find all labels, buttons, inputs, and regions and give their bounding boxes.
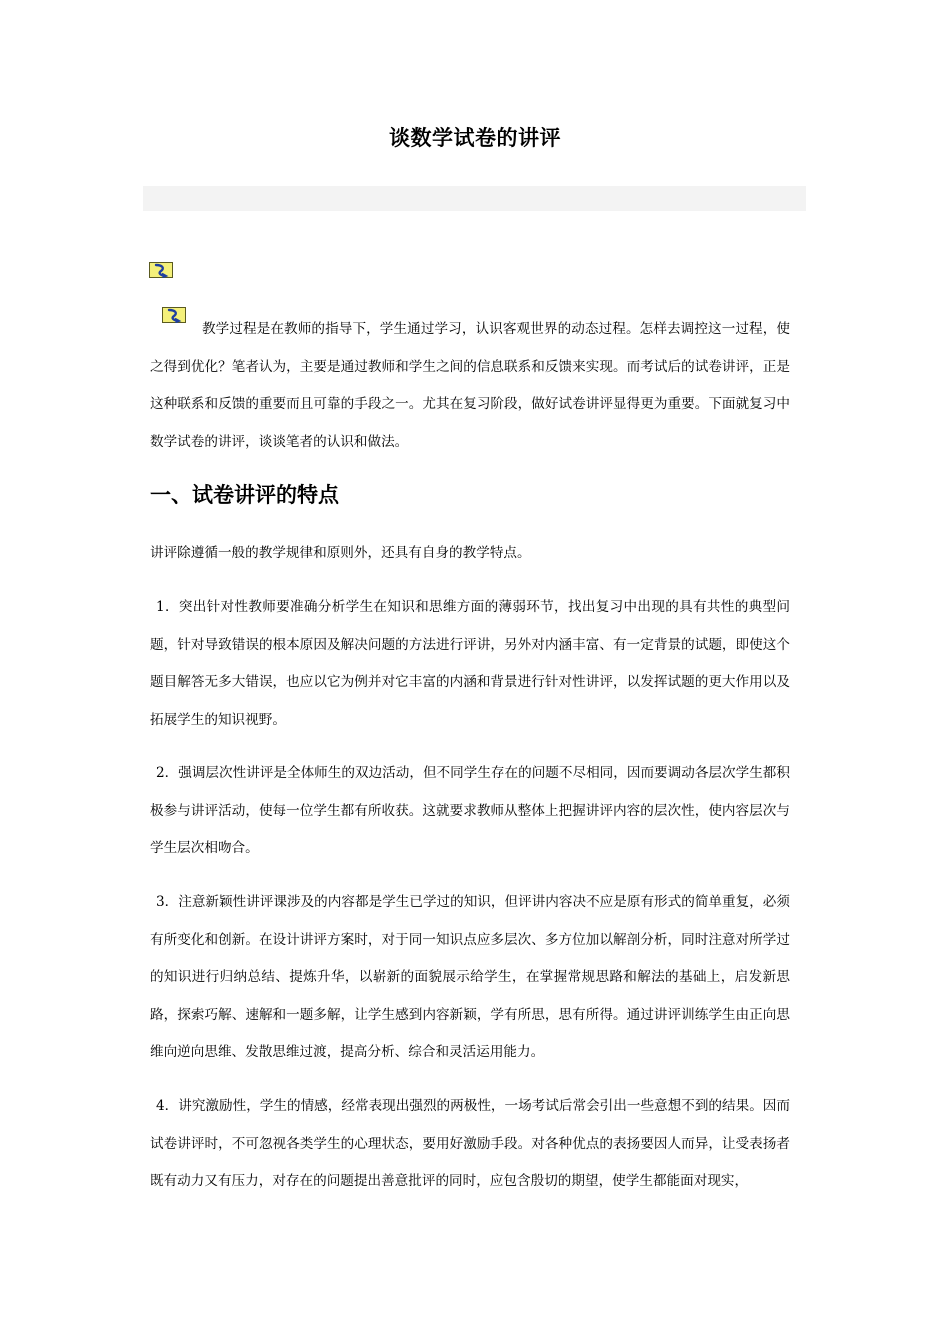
intro-paragraph: 教学过程是在教师的指导下，学生通过学习，认识客观世界的动态过程。怎样去调控这一过程，使之得到优化？笔者认为，主要是通过教师和学生之间的信息联系和反馈来实现。而考试后的试卷讲评，正是这种联系和反馈的重要而且可靠的手段之一。尤其在复习阶段，做好试卷讲评显得更为重要。下面就复习中数学试卷的讲评，谈谈笔者的认识和做法。 [150,321,790,450]
arrow-bullet-icon [149,262,173,278]
point-paragraph-2: 2．强调层次性讲评是全体师生的双边活动，但不同学生存在的问题不尽相同，因而要调动各层次学生都积极参与讲评活动，使每一位学生都有所收获。这就要求教师从整体上把握讲评内容的层次性，使内容层次与学生层次相吻合。 [150,765,790,856]
point-paragraph-3: 3．注意新颖性讲评课涉及的内容都是学生已学过的知识，但评讲内容决不应是原有形式的简单重复，必须有所变化和创新。在设计讲评方案时，对于同一知识点应多层次、多方位加以解剖分析，同时注意对所学过的知识进行归纳总结、提炼升华，以崭新的面貌展示给学生，在掌握常规思路和解法的基础上，启发新思路，探索巧解、速解和一题多解，让学生感到内容新颖，学有所思，思有所得。通过讲评训练学生由正向思维向逆向思维、发散思维过渡，提高分析、综合和灵活运用能力。 [150,894,790,1060]
section-lead-paragraph: 讲评除遵循一般的教学规律和原则外，还具有自身的教学特点。 [150,545,531,561]
document-title: 谈数学试卷的讲评 [389,126,561,150]
point-paragraph-4: 4．讲究激励性，学生的情感，经常表现出强烈的两极性，一场考试后常会引出一些意想不到的结果。因而试卷讲评时，不可忽视各类学生的心理状态，要用好激励手段。对各种优点的表扬要因人而异，让受表扬者既有动力又有压力，对存在的问题提出善意批评的同时，应包含殷切的期望，使学生都能面对现实， [150,1098,790,1189]
point-paragraph-1: 1．突出针对性教师要准确分析学生在知识和思维方面的薄弱环节，找出复习中出现的具有共性的典型问题，针对导致错误的根本原因及解决问题的方法进行评讲，另外对内涵丰富、有一定背景的试题，即使这个题目解答无多大错误，也应以它为例并对它丰富的内涵和背景进行针对性讲评，以发挥试题的更大作用以及拓展学生的知识视野。 [150,599,790,728]
banner-bar [143,186,806,211]
section-heading: 一、试卷讲评的特点 [150,483,339,507]
